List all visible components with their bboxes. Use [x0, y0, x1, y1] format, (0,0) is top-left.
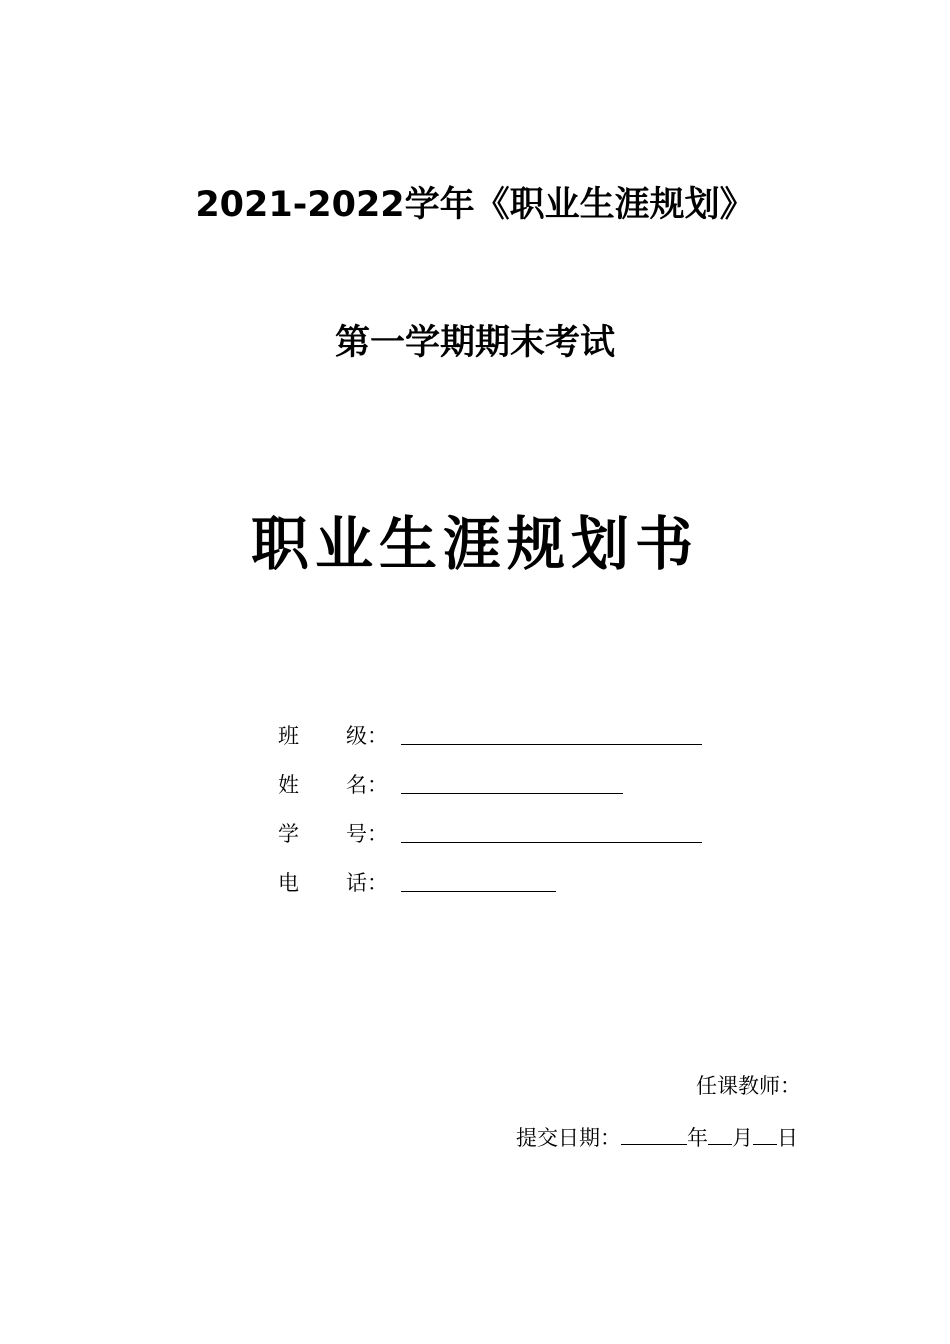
year-blank[interactable] — [621, 1118, 687, 1145]
name-label-char1: 姓 — [278, 773, 299, 797]
class-label-char1: 班 — [278, 724, 299, 748]
class-field-row — [276, 716, 736, 765]
submission-date-line — [516, 1118, 798, 1156]
name-label-char2: 名： — [346, 773, 388, 797]
student-id-field-row — [276, 814, 736, 863]
teacher-line — [696, 1068, 801, 1104]
student-id-blank[interactable] — [401, 842, 702, 843]
phone-field-row — [276, 863, 736, 912]
phone-label-char1: 电 — [278, 871, 299, 895]
day-blank[interactable] — [753, 1118, 777, 1145]
class-label-char2: 级： — [346, 724, 388, 748]
student-id-label-char1: 学 — [278, 822, 299, 846]
teacher-label: 任课教师： — [696, 1074, 801, 1098]
year-unit: 年 — [687, 1126, 708, 1150]
month-blank[interactable] — [708, 1118, 732, 1145]
document-title: 2021-2022学年《职业生涯规划》 — [195, 185, 755, 225]
plan-title: 职业生涯规划书 — [250, 510, 699, 578]
phone-blank[interactable] — [401, 891, 556, 892]
name-field-row — [276, 765, 736, 814]
month-unit: 月 — [732, 1126, 753, 1150]
name-blank[interactable] — [401, 793, 623, 794]
day-unit: 日 — [777, 1126, 798, 1150]
exam-subtitle: 第一学期期末考试 — [334, 323, 615, 363]
class-blank[interactable] — [401, 744, 702, 745]
student-id-label-char2: 号： — [346, 822, 388, 846]
phone-label-char2: 话： — [346, 871, 388, 895]
student-info-form — [276, 716, 736, 912]
date-label: 提交日期： — [516, 1126, 621, 1150]
